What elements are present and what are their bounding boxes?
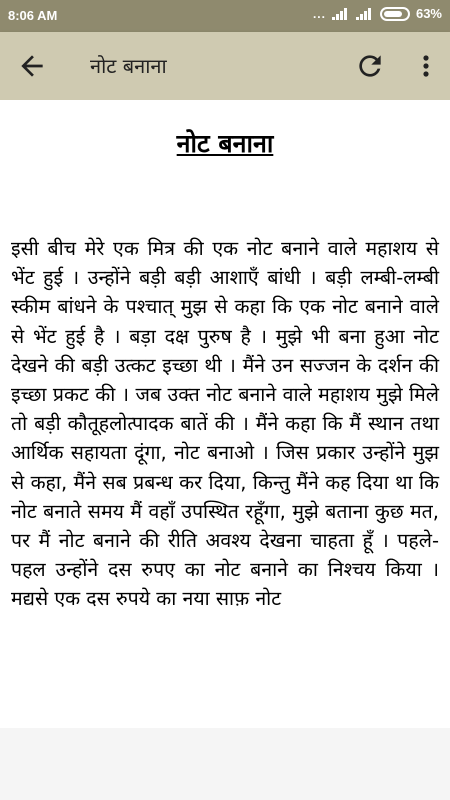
signal-icon	[332, 7, 350, 20]
article-title	[0, 126, 450, 160]
status-bar	[0, 0, 450, 32]
article-body: इसी बीच मेरे एक मित्र की एक नोट बनाने वाले महाशय से भेंट हुई । उन्होंने बड़ी बड़ी आशाएँ बांधी । बड़ी लम्बी-लम्बी स्कीम बांधने के पश्चात् मुझ से कहा कि एक नोट बनाने वाले से भेंट हुई है । बड़ा दक्ष पुरुष है । मुझे भी बना हुआ नोट देखने की बड़ी उत्कट इच्छा थी । मैंने उन सज्जन के दर्शन की इच्छा प्रकट की । जब उक्त नोट बनाने वाले महाशय मुझे मिले तो बड़ी कौतूहलोत्पादक बातें की । मैंने कहा कि मैं स्थान तथा आर्थिक सहायता दूंगा, नोट बनाओ । जिस प्रकार उन्होंने मुझ से कहा, मैंने सब प्रबन्ध कर दिया, किन्तु मैंने कह दिया था कि नोट बनाते समय मैं वहाँ उपस्थित रहूँगा, मुझे बताना कुछ मत, पर मैं नोट बनाने की रीति अवश्य देखना चाहता हूँ । पहले-पहल उन्होंने दस रुपए का नोट बनाने का निश्चय किया । मद्यसे एक दस रुपये का नया साफ़ नोट	[11, 237, 439, 611]
status-icons	[313, 6, 442, 21]
refresh-button[interactable]	[354, 50, 386, 82]
status-time: 8:06 AM	[8, 8, 58, 23]
app-bar	[0, 32, 450, 100]
article-title-text: नोट बनाना	[176, 129, 274, 158]
battery-icon	[380, 7, 410, 21]
article-content[interactable]	[0, 100, 450, 728]
battery-percent: 63%	[415, 6, 442, 21]
bottom-panel	[0, 728, 450, 800]
notification-dots: ...	[312, 6, 326, 21]
more-options-button[interactable]	[416, 50, 436, 82]
signal-icon-2	[356, 7, 374, 20]
back-button[interactable]	[16, 50, 48, 82]
app-title: नोट बनाना	[90, 54, 167, 78]
refresh-icon	[354, 50, 386, 82]
arrow-left-icon	[16, 50, 48, 82]
more-vert-icon	[416, 50, 436, 82]
